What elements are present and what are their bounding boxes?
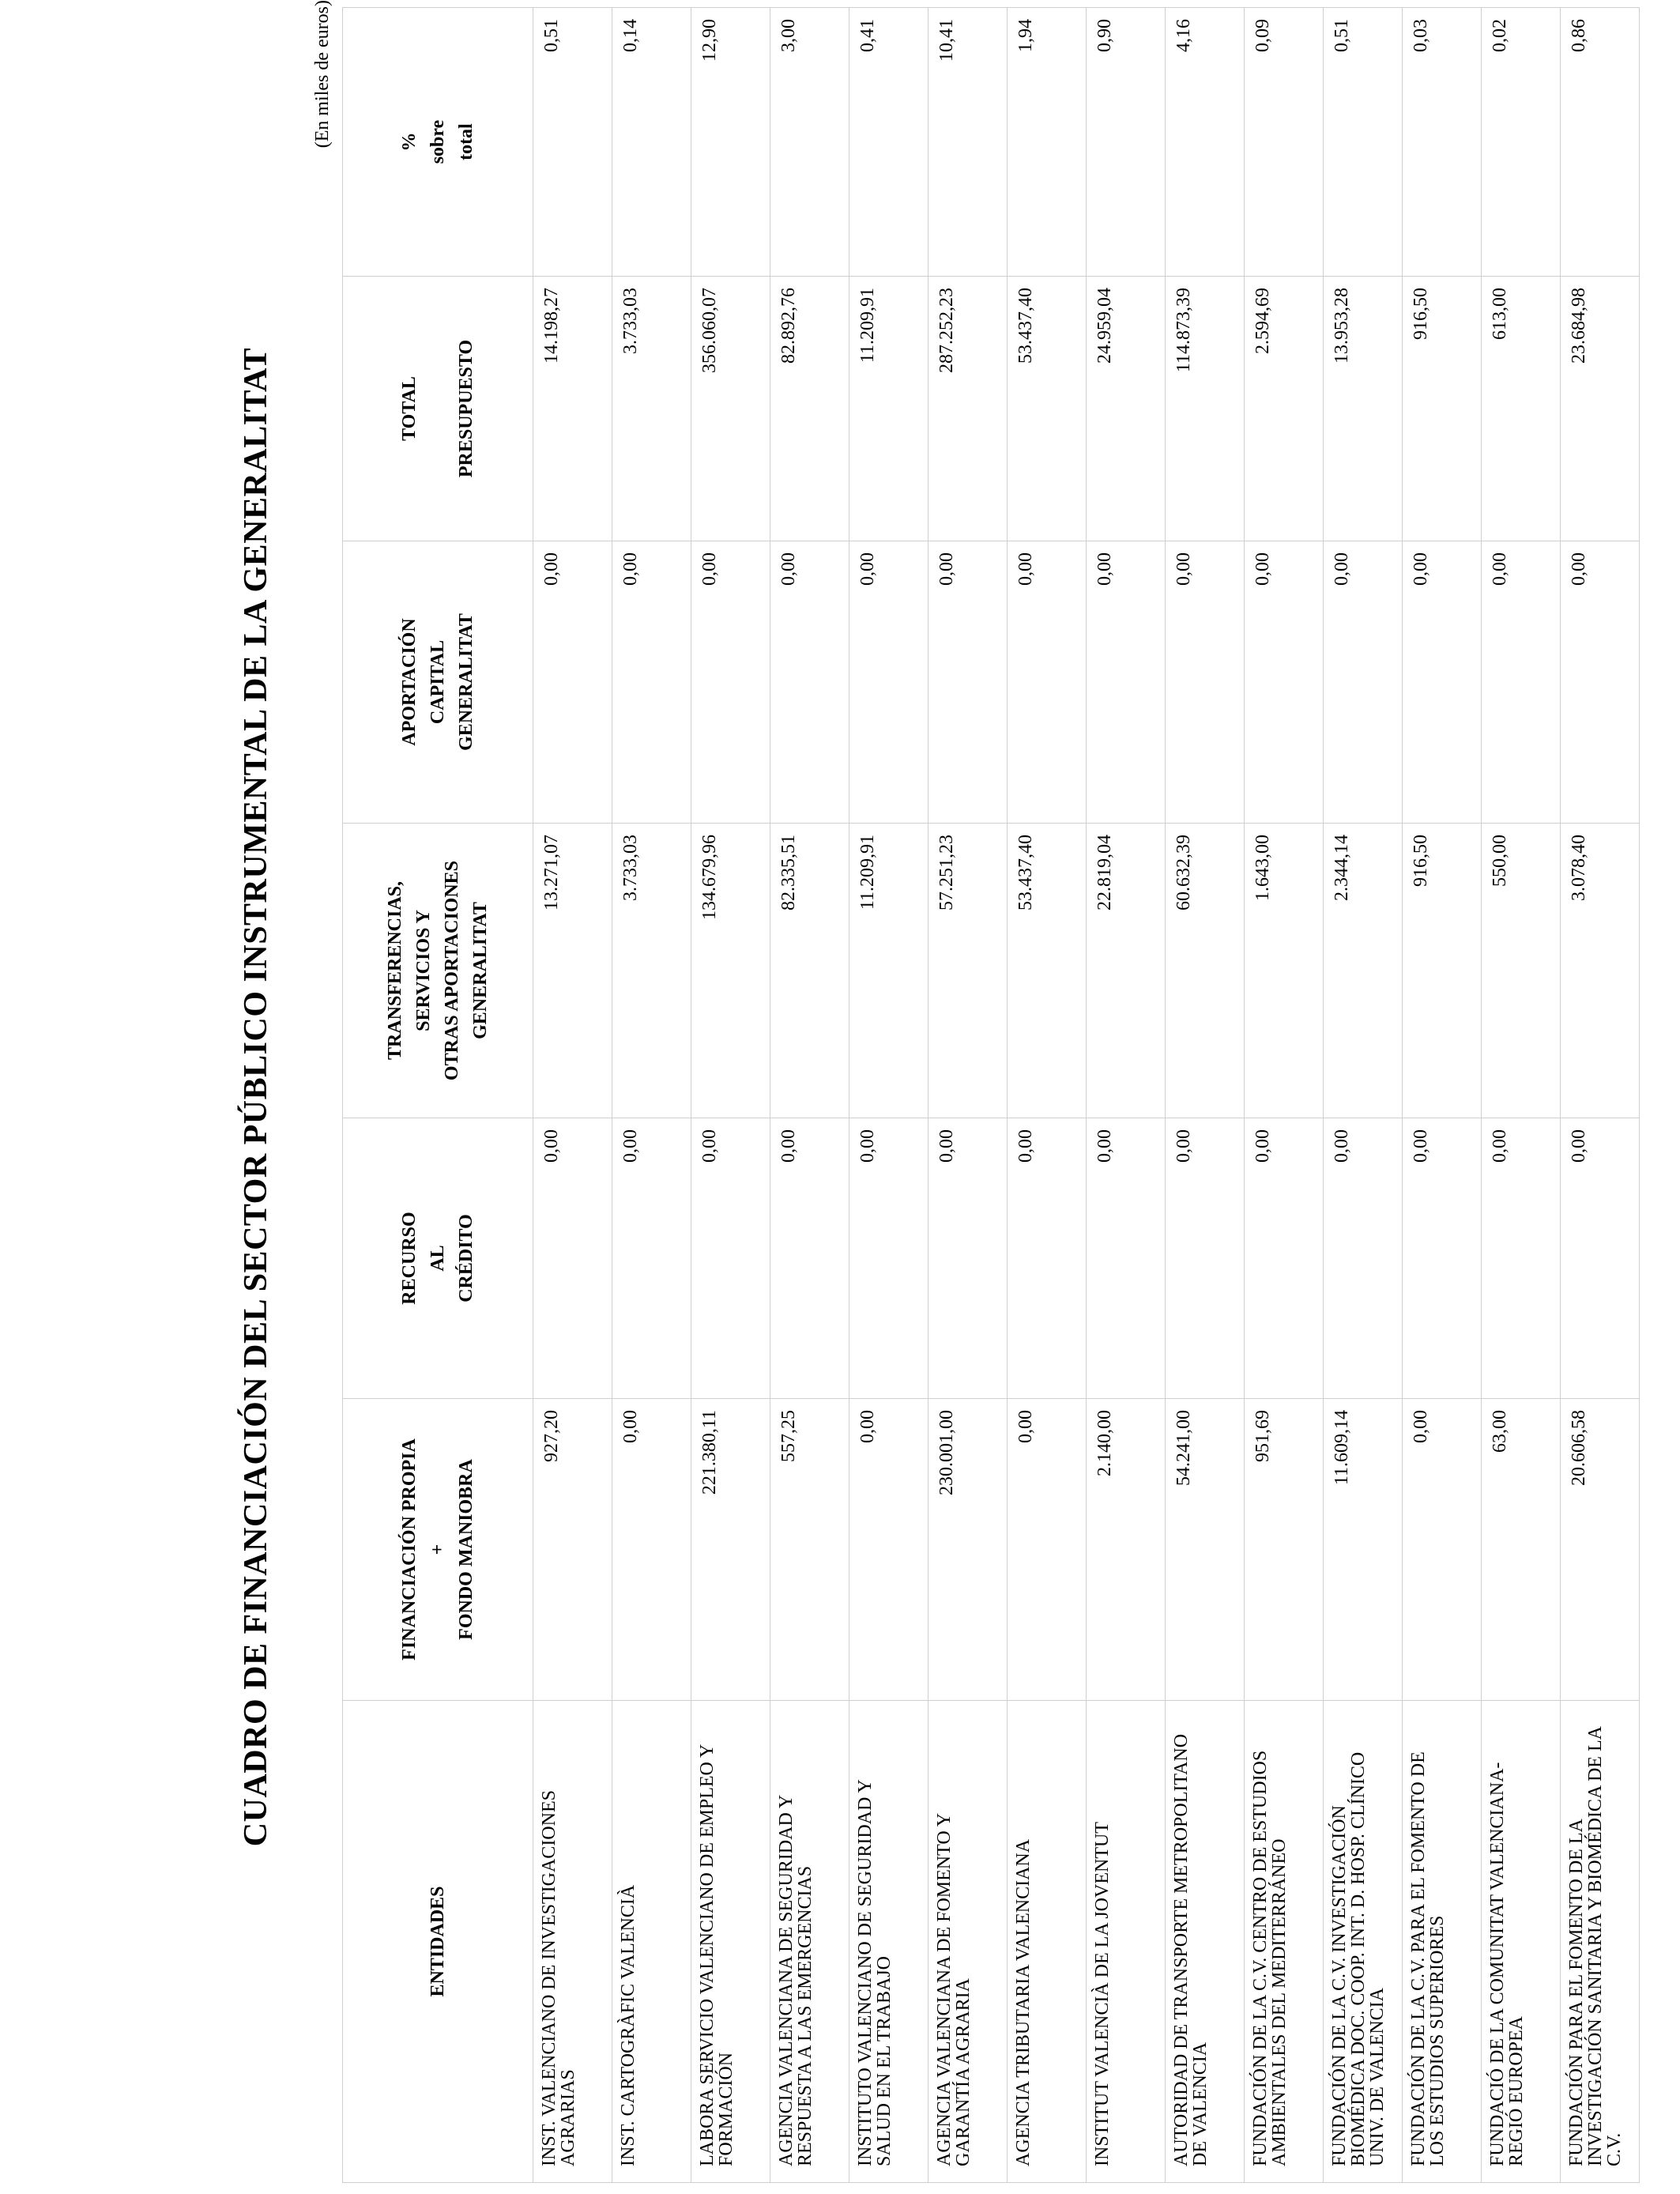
cell-financiacion: 54.241,00 [1166,1399,1245,1701]
table-row [929,8,1008,2183]
cell-transferencias: 82.335,51 [770,824,849,1118]
table-row [691,8,770,2183]
table-body [533,8,1640,2183]
cell-total: 356.060,07 [691,277,770,541]
cell-total: 114.873,39 [1166,277,1245,541]
cell-pct: 3,00 [770,8,849,277]
cell-aportacion: 0,00 [929,541,1008,824]
cell-pct: 0,41 [849,8,929,277]
units-note: (En miles de euros) [312,0,333,149]
table-row [1008,8,1087,2183]
cell-recurso: 0,00 [612,1118,691,1399]
cell-transferencias: 1.643,00 [1245,824,1324,1118]
table-row [533,8,612,2183]
cell-transferencias: 53.437,40 [1008,824,1087,1118]
header-recurso: RECURSO AL CRÉDITO [343,1118,533,1399]
cell-recurso: 0,00 [1008,1118,1087,1399]
cell-pct: 0,90 [1087,8,1166,277]
cell-transferencias: 22.819,04 [1087,824,1166,1118]
cell-recurso: 0,00 [1561,1118,1640,1399]
cell-total: 13.953,28 [1324,277,1403,541]
cell-transferencias: 3.733,03 [612,824,691,1118]
cell-pct: 0,03 [1403,8,1482,277]
financing-table [342,7,1640,2183]
cell-entidad: FUNDACIÓN DE LA C.V. INVESTIGACIÓN BIOMÉDICA DOC. COOP. INT. D. HOSP. CLÍNICO UNIV. DE VALENCIA [1324,1701,1403,2183]
cell-financiacion: 951,69 [1245,1399,1324,1701]
cell-recurso: 0,00 [929,1118,1008,1399]
cell-aportacion: 0,00 [1166,541,1245,824]
cell-recurso: 0,00 [1087,1118,1166,1399]
cell-financiacion: 0,00 [1403,1399,1482,1701]
cell-financiacion: 20.606,58 [1561,1399,1640,1701]
cell-entidad: LABORA SERVICIO VALENCIANO DE EMPLEO Y FORMACIÓN [691,1701,770,2183]
cell-transferencias: 60.632,39 [1166,824,1245,1118]
table-row [1561,8,1640,2183]
cell-entidad: FUNDACIÓN DE LA C.V. CENTRO DE ESTUDIOS AMBIENTALES DEL MEDITERRÁNEO [1245,1701,1324,2183]
cell-transferencias: 134.679,96 [691,824,770,1118]
cell-recurso: 0,00 [1324,1118,1403,1399]
cell-pct: 0,02 [1482,8,1561,277]
cell-aportacion: 0,00 [770,541,849,824]
cell-aportacion: 0,00 [1324,541,1403,824]
table-row [1166,8,1245,2183]
cell-entidad: FUNDACIÓN DE LA C.V. PARA EL FOMENTO DE LOS ESTUDIOS SUPERIORES [1403,1701,1482,2183]
cell-total: 613,00 [1482,277,1561,541]
cell-total: 82.892,76 [770,277,849,541]
cell-pct: 0,86 [1561,8,1640,277]
cell-entidad: INST. CARTOGRÀFIC VALENCIÀ [612,1701,691,2183]
cell-aportacion: 0,00 [1561,541,1640,824]
cell-total: 916,50 [1403,277,1482,541]
cell-entidad: AUTORIDAD DE TRANSPORTE METROPOLITANO DE VALENCIA [1166,1701,1245,2183]
cell-total: 24.959,04 [1087,277,1166,541]
cell-aportacion: 0,00 [533,541,612,824]
cell-transferencias: 11.209,91 [849,824,929,1118]
cell-recurso: 0,00 [533,1118,612,1399]
page-title: CUADRO DE FINANCIACIÓN DEL SECTOR PÚBLICO INSTRUMENTAL DE LA GENERALITAT [238,347,274,1847]
cell-financiacion: 63,00 [1482,1399,1561,1701]
cell-transferencias: 3.078,40 [1561,824,1640,1118]
cell-aportacion: 0,00 [1087,541,1166,824]
cell-aportacion: 0,00 [1245,541,1324,824]
cell-total: 287.252,23 [929,277,1008,541]
cell-entidad: INSTITUT VALENCIÀ DE LA JOVENTUT [1087,1701,1166,2183]
cell-pct: 0,51 [1324,8,1403,277]
header-pct: % sobre total [343,8,533,277]
cell-transferencias: 57.251,23 [929,824,1008,1118]
table-row [849,8,929,2183]
header-transferencias: TRANSFERENCIAS, SERVICIOS Y OTRAS APORTACIONES GENERALITAT [343,824,533,1118]
cell-aportacion: 0,00 [612,541,691,824]
cell-total: 11.209,91 [849,277,929,541]
cell-transferencias: 916,50 [1403,824,1482,1118]
cell-recurso: 0,00 [1482,1118,1561,1399]
table-row [612,8,691,2183]
cell-recurso: 0,00 [770,1118,849,1399]
cell-recurso: 0,00 [1403,1118,1482,1399]
cell-recurso: 0,00 [1166,1118,1245,1399]
cell-total: 2.594,69 [1245,277,1324,541]
table-row [1403,8,1482,2183]
cell-aportacion: 0,00 [1403,541,1482,824]
cell-transferencias: 13.271,07 [533,824,612,1118]
cell-transferencias: 2.344,14 [1324,824,1403,1118]
header-total: TOTAL PRESUPUESTO [343,277,533,541]
table-row [1087,8,1166,2183]
cell-pct: 4,16 [1166,8,1245,277]
cell-pct: 0,51 [533,8,612,277]
header-aportacion: APORTACIÓN CAPITAL GENERALITAT [343,541,533,824]
cell-financiacion: 11.609,14 [1324,1399,1403,1701]
cell-total: 14.198,27 [533,277,612,541]
cell-aportacion: 0,00 [691,541,770,824]
table-row [1324,8,1403,2183]
header-row [343,8,533,2183]
cell-total: 3.733,03 [612,277,691,541]
cell-financiacion: 221.380,11 [691,1399,770,1701]
cell-aportacion: 0,00 [849,541,929,824]
cell-financiacion: 0,00 [612,1399,691,1701]
cell-financiacion: 230.001,00 [929,1399,1008,1701]
cell-financiacion: 927,20 [533,1399,612,1701]
table-row [1482,8,1561,2183]
cell-financiacion: 0,00 [1008,1399,1087,1701]
cell-pct: 0,09 [1245,8,1324,277]
cell-financiacion: 557,25 [770,1399,849,1701]
cell-recurso: 0,00 [691,1118,770,1399]
cell-transferencias: 550,00 [1482,824,1561,1118]
cell-entidad: AGENCIA VALENCIANA DE FOMENTO Y GARANTÍA AGRARIA [929,1701,1008,2183]
cell-entidad: FUNDACIÓN PARA EL FOMENTO DE LA INVESTIGACIÓN SANITARIA Y BIOMÉDICA DE LA C.V. [1561,1701,1640,2183]
table-row [1245,8,1324,2183]
cell-entidad: AGENCIA VALENCIANA DE SEGURIDAD Y RESPUESTA A LAS EMERGENCIAS [770,1701,849,2183]
cell-pct: 1,94 [1008,8,1087,277]
header-entidades: ENTIDADES [343,1701,533,2183]
cell-entidad: FUNDACIÓ DE LA COMUNITAT VALENCIANA-REGIÓ EUROPEA [1482,1701,1561,2183]
cell-pct: 12,90 [691,8,770,277]
cell-aportacion: 0,00 [1482,541,1561,824]
cell-entidad: INST. VALENCIANO DE INVESTIGACIONES AGRARIAS [533,1701,612,2183]
cell-recurso: 0,00 [1245,1118,1324,1399]
cell-pct: 10,41 [929,8,1008,277]
header-financiacion: FINANCIACIÓN PROPIA + FONDO MANIOBRA [343,1399,533,1701]
cell-recurso: 0,00 [849,1118,929,1399]
cell-entidad: AGENCIA TRIBUTARIA VALENCIANA [1008,1701,1087,2183]
cell-total: 23.684,98 [1561,277,1640,541]
table-row [770,8,849,2183]
cell-financiacion: 0,00 [849,1399,929,1701]
cell-pct: 0,14 [612,8,691,277]
cell-entidad: INSTITUTO VALENCIANO DE SEGURIDAD Y SALUD EN EL TRABAJO [849,1701,929,2183]
cell-total: 53.437,40 [1008,277,1087,541]
cell-aportacion: 0,00 [1008,541,1087,824]
cell-financiacion: 2.140,00 [1087,1399,1166,1701]
